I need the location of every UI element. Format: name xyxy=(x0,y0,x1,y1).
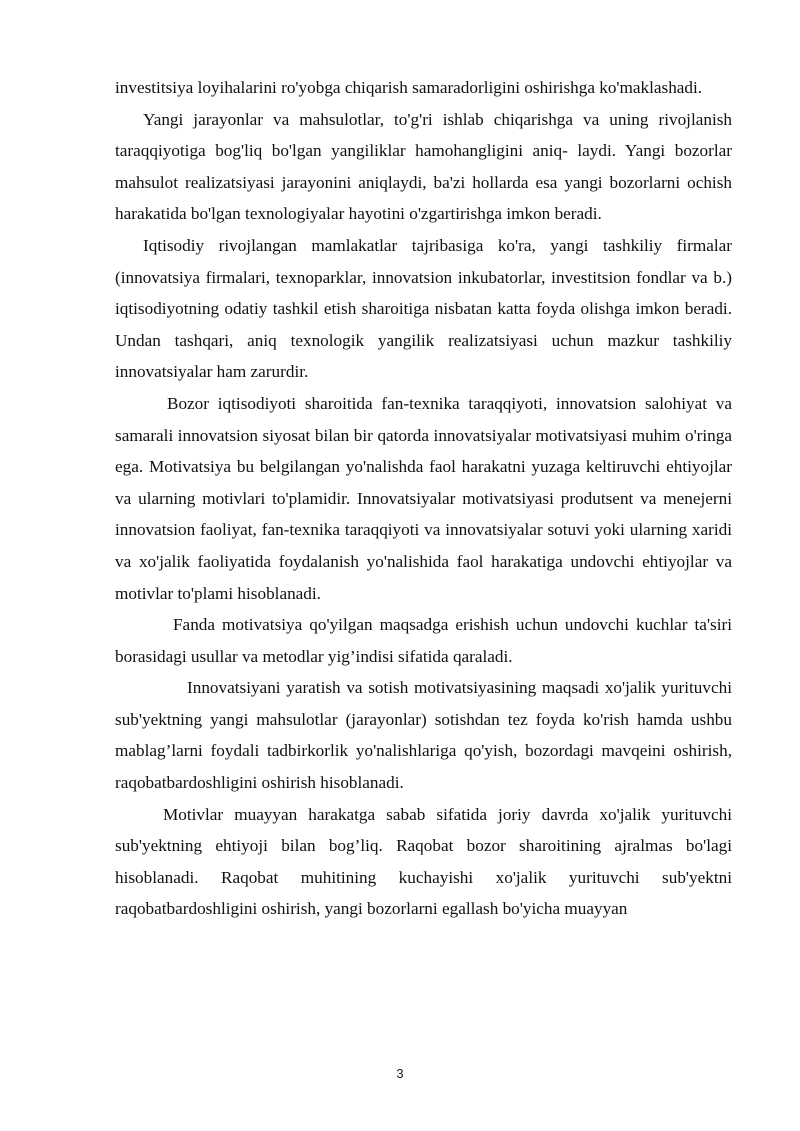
document-page xyxy=(115,72,732,925)
paragraph-developed-countries: Iqtisodiy rivojlangan mamlakatlar tajribasiga ko'ra, yangi tashkiliy firmalar (innovatsiya firmalari, texnoparklar, innovatsion inkubatorlar, investitsion fondlar va b.) iqtisodiyotning odatiy tashkil etish sharoitiga nisbatan katta foyda olishga imkon beradi. Undan tashqari, aniq texnologik yangilik realizatsiyasi uchun mazkur tashkiliy innovatsiyalar ham zarurdir. xyxy=(115,235,732,382)
page-number: 3 xyxy=(396,1066,404,1081)
paragraph-new-processes: Yangi jarayonlar va mahsulotlar, to'g'ri ishlab chiqarishga va uning rivojlanish taraqqiyotiga bog'liq bo'lgan yangiliklar hamohangligini aniq- laydi. Yangi bozorlar mahsulot realizatsiyasi jarayonini aniqlaydi, ba'zi hollarda esa yangi bozorlarni ochish harakatida bo'lgan texnologiyalar hayotini o'zgartirishga imkon beradi. xyxy=(115,109,732,224)
paragraph-motives: Motivlar muayyan harakatga sabab sifatida joriy davrda xo'jalik yurituvchi sub'yektning ehtiyoji bilan bog’liq. Raqobat bozor sharoitining ajralmas bo'lagi hisoblanadi. Raqobat muhitining kuchayishi xo'jalik yurituvchi sub'yektni raqobatbardoshligini oshirish, yangi bozorlarni egallash bo'yicha muayyan xyxy=(115,804,732,919)
paragraph-innovation-goal: Innovatsiyani yaratish va sotish motivatsiyasining maqsadi xo'jalik yurituvchi sub'yektning yangi mahsulotlar (jarayonlar) sotishdan tez foyda ko'rish hamda ushbu mablag’larni foydali tadbirkorlik yo'nalishlariga qo'yish, bozordagi mavqeini oshirish, raqobatbardoshligini oshirish hisoblanadi. xyxy=(115,678,732,793)
paragraph-continuation: investitsiya loyihalarini ro'yobga chiqarish samaradorligini oshirishga ko'maklashadi. xyxy=(115,78,703,97)
paragraph-science-motivation: Fanda motivatsiya qo'yilgan maqsadga erishish uchun undovchi kuchlar ta'siri borasidagi usullar va metodlar yig’indisi sifatida qaraladi. xyxy=(115,615,732,666)
paragraph-market-economy: Bozor iqtisodiyoti sharoitida fan-texnika taraqqiyoti, innovatsion salohiyat va samarali innovatsion siyosat bilan bir qatorda innovatsiyalar motivatsiyasi muhim o'ringa ega. Motivatsiya bu belgilangan yo'nalishda faol harakatni yuzaga keltiruvchi ehtiyojlar va ularning motivlari to'plamidir. Innovatsiyalar motivatsiyasi produtsent va menejerni innovatsion faoliyat, fan-texnika taraqqiyoti va innovatsiyalar sotuvi yoki ularning xaridi va xo'jalik faoliyatida foydalanish yo'nalishida faol harakatiga undovchi ehtiyojlar va motivlar to'plami hisoblanadi. xyxy=(115,393,732,603)
